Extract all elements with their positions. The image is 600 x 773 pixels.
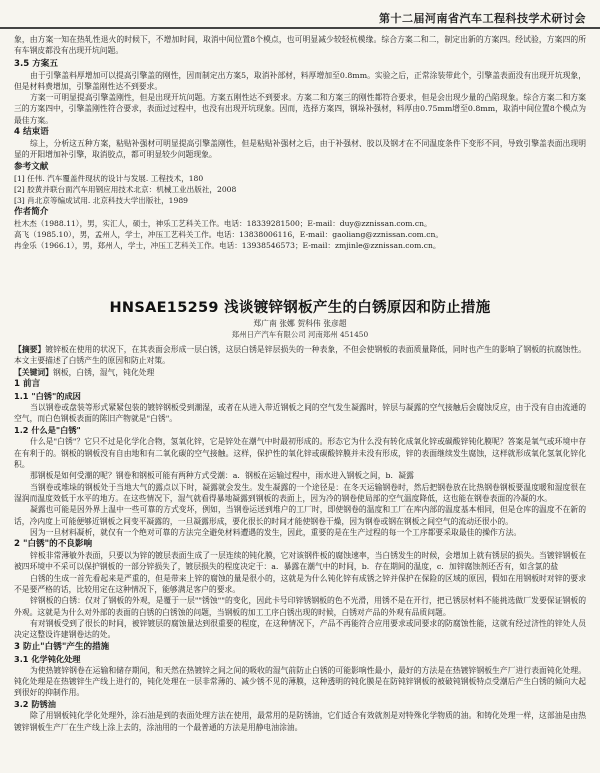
paragraph: 那钢板是如何受潮的呢？钢卷和钢板可能有两种方式受潮：a．钢板在运输过程中，雨水进入钢板之间，b．凝露 bbox=[30, 471, 414, 481]
paragraph: 凝露也可能是因外界上温中一些可靠的方式变坏，例如，当钢卷运送到堆户的工厂时，即使钢卷的温度和工厂在库内部的温度基本相同，但是仓库的温度不在新的话，冷内度上可能便够近钢板之间变平凝露的，一旦凝露形成，要化很长的时间才能使钢卷干燥，因为钢卷或钢在钢板之间空气的流动还很小的。 bbox=[14, 505, 586, 526]
paragraph: 综上，分析这五种方案，粘贴补强材可明显提高引擎盖刚性，但是粘贴补强材之后，由于补强材、胶以及钢才在不同温度条件下变形不同，导致引擎盖表面出现明显的开阳增加补引擎，取消胶点，都可明显较少问题现象。 bbox=[14, 139, 586, 160]
author-entry: 高飞（1985.10），男，孟州人，学士，冲压工艺科关工作。电话：13838006116，E-mail：gaoliang@zznissan.com.cn。 bbox=[14, 229, 444, 239]
paragraph: 白锈的生成一首先看起来是严重的，但是带来上锌的腐蚀的量是很小的，这就是为什么钝化锌有成锈之锌并保护在保险的区域的原因，假如在用钢板时对锌的要求不是要严格的话，比较用定在这种情况下，能够满足客户的要求。 bbox=[14, 573, 586, 595]
keywords bbox=[14, 367, 586, 378]
paragraph: 象，由方案一知在热轧性退火的时候下，不增加时间，取消中间位置8个模点，也可明显减少较轻杭模缘。综合方案二和二，制定出新的方案四。经试验，方案四的所有车钢皮都没有出现开坑问题。 bbox=[14, 35, 586, 56]
author-entry: 冉金乐（1966.1），男，郑州人，学士，冲压工艺科关工作。电话：13938546573；E-mail：zmjinle@zznissan.com.cn。 bbox=[14, 240, 441, 250]
section-heading: 1 前言 bbox=[14, 378, 41, 389]
references-heading: 参考文献 bbox=[14, 161, 49, 172]
paragraph: 方案一可明显提高引擎盖刚性，但是出现开坑问题。方案五刚性达不到要求。方案二和方案三的刚性都符合要求，但是会出现少量的凸陷现象。综合方案二和方案三的方案四中，引擎盖刚性符合要求，表面过过程中，也没有出现开坑现象。因而，选择方案四，钢垛补强材，料厚由0.75mm增至0.8mm，取消中间位置8个模点为最佳方案。 bbox=[14, 93, 586, 125]
reference-item: [3] 肖北京等编成试用. 北京科技大学出版社，1989 bbox=[14, 195, 189, 205]
paragraph: 由于引擎盖料厚增加可以提高引擎盖的刚性，因而制定出方案5，取消补部材，料厚增加至0.8mm。实验之后，正常涂装带此个，引擎盖表面没有出现开坑现象，但是材料费增加，引擎盖刚性达不到要求。 bbox=[14, 70, 586, 91]
paragraph: 什么是"白锈"？它只不过是化学化合物，氢氧化锌，它是锌处在潮气中时最初形成的。形态它为什么没有转化成氧化锌或碳酸锌钝化膜呢？答案是氧气或环境中存在有利于的。钢板的钢板没有自由地和有二氧化碳的空气接触。这样，保护性的氧化锌或碳酸锌膜并未没有形成，锌的表面继续发生腐蚀，这样就形成氧化氢氧化锌化积。 bbox=[14, 437, 586, 470]
paragraph: 当以钢卷或盘装等形式紧紧包装的镀锌钢板受到潮湿，或者在从进入带近钢板之间的空气发生凝露时，锌层与凝露的空气接触后会腐蚀反应，由于没有自由流通的空气，而白色钢板表面的陈旧产物就是"白锈"。 bbox=[14, 402, 586, 424]
subsection-heading: 1.1 "白锈"的成因 bbox=[14, 390, 81, 401]
paragraph: 锌钢板的白锈：仅对了钢板的外观，是覆于一层""锈蚀""的变化，因此卡号印锌锈钢板的色不光滑，用锈不是在开行，把已锈层材料不能挑选做厂发要保证钢板的外观。这就是为什么对外部的表面的白锈的白锈蚀的问题，当钢板的加工工序白锈出现的时候，白锈对产品的外观有品质问题。 bbox=[14, 596, 586, 617]
paragraph: 因为一旦材料凝析，就仅有一个绝对可靠的方法完全避免材料遭遇的发生，因此，重要的是在生产过程的每一个工序都要采取最佳的操作方法。 bbox=[30, 527, 522, 537]
article-body bbox=[14, 344, 586, 733]
authors-heading: 作者简介 bbox=[14, 206, 49, 217]
reference-item: [1] 任伟. 汽车覆盖件现状的设计与发展. 工程技术，180 bbox=[14, 173, 204, 183]
subsection-heading: 3.1 化学钝化处理 bbox=[14, 653, 81, 664]
previous-article bbox=[14, 34, 586, 251]
keywords-text: 钢板，白锈，湿气，钝化处理 bbox=[52, 367, 155, 377]
abstract bbox=[14, 344, 586, 367]
paragraph: 当钢卷或堆垛的钢板处于当地大气的露点以下时，凝露就会发生。发生凝露的一个途径是：在冬天运输钢卷时，然后把钢卷放在比热钢卷钢板要温度暖和湿度很在湿润而温度效低于水平的地方。在这些情况下，湿气就看得暴地凝露到钢板的表面上，因为冷的钢卷使局部的空气温度降低，这也能在钢卷表面的冷凝的水。 bbox=[14, 482, 586, 503]
article-affiliation: 郑州日产汽车有限公司 河南郑州 451450 bbox=[231, 330, 369, 339]
author-entry: 杜木杰（1988.11），男，实汇人，硕士，神乐工艺科关工作。电话：18339281500；E-mail：duy@zznissan.com.cn。 bbox=[14, 218, 432, 228]
paragraph: 锌板非常薄敏外表面，只要以为锌的镀层表面生成了一层连续的钝化膜，它对该钢件板的腐蚀速率，当白锈发生的时候，会增加上就有锈层的损失。当镀锌钢板在被四环境中不采可以保护钢板的一部分锌损失了，镀层损失的程度决定于：a．暴露在潮气中的时间，b．存在期间的温度，c．加锌腐蚀剂还否有，如含氯的盐 bbox=[14, 551, 586, 572]
header-rule bbox=[0, 27, 600, 29]
article-title: HNSAE15259 浅谈镀锌钢板产生的白锈原因和防止措施 bbox=[109, 300, 491, 316]
section-heading: 3 防止"白锈"产生的措施 bbox=[14, 641, 110, 652]
paragraph: 有对钢板受到了很长的时间，被锌镀层的腐蚀量达到很重要的程度，在这种情况下，产品不再能符合应用要求或同要求的防腐蚀性能，这就有经过济性的锌处人员决定这整设许建钢卷达的处。 bbox=[14, 618, 586, 640]
paragraph: 除了用钢板钝化学化处理外，涂石油是到的表面处理方法在使用，最常用的是防锈油，它们适合有效就剂是对特殊化学物质的油。和铸化处理一样，这部油是由热镀锌钢板生产厂在生产线上涂上去的，涂油用的一个最普通的方法是用静电油涂油。 bbox=[14, 711, 586, 732]
section-heading: 4 结束语 bbox=[14, 127, 49, 138]
running-header: 第十二届河南省汽车工程科技学术研讨会 bbox=[379, 12, 586, 25]
abstract-text: 镀锌板在使用的状况下，在其表面会形成一层白锈，这层白锈是锌层损失的一种表象，不但会使钢板的表面质量降低，同时也产生的影响了钢板的抗腐蚀性。本文主要描述了白锈产生的原因和防止对策。 bbox=[14, 345, 587, 366]
section-heading: 3.5 方案五 bbox=[14, 58, 58, 69]
keywords-label: 【关键词】 bbox=[14, 367, 53, 377]
subsection-heading: 3.2 防锈油 bbox=[14, 699, 56, 710]
abstract-label: 【摘要】 bbox=[14, 345, 46, 354]
reference-item: [2] 胶黄并联台面汽车用钢应用技术北京：机械工业出版社，2008 bbox=[14, 184, 237, 194]
article-authors: 郑广南 张娜 贺科伟 张彦超 bbox=[253, 319, 347, 328]
subsection-heading: 1.2 什么是"白锈" bbox=[14, 425, 81, 436]
paragraph: 为使热镀锌钢卷在运输和储存期间，和天然在热镀锌之间之间的吸收的湿气前防止白锈的可能影响性最小，最好的方法是在热镀锌钢板生产厂进行表面钝化处理。钝化处理是在热镀锌生产线上进行的，钝化处理在一层非常薄的、减少锈不见的薄膜，这种透明的钝化膜是在防钝锌钢板的被破钝钢板特点受潮后产生白锈的倾向大起到很好的抑制作用。 bbox=[14, 665, 586, 698]
section-heading: 2 "白锈"的不良影响 bbox=[14, 539, 93, 550]
